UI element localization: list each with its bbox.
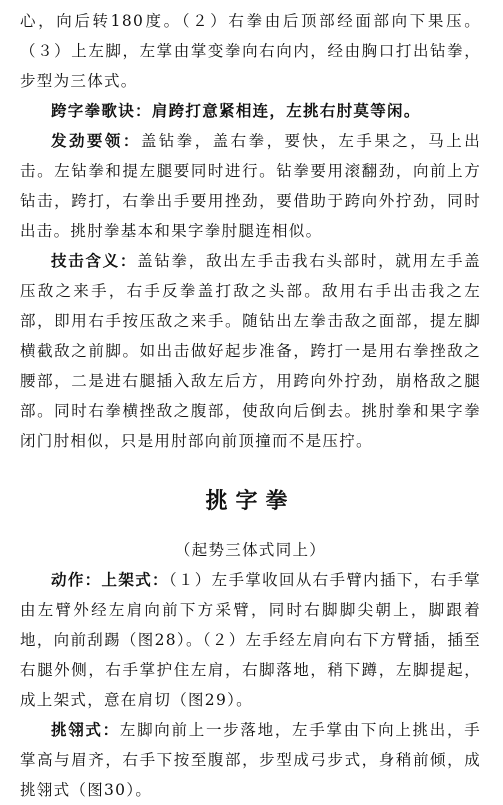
action-text: （１）左手掌收回从右手臂内插下，右手掌由左臂外经左肩向前下方采臂，同时右脚脚尖朝上，脚跟着地，向前刮踢（图28）。（２）左手经左肩向右下方臂插，插至右腿外侧，右手掌护住左肩，右脚落地，稍下蹲，左脚提起，成上架式，意在肩切（图29）。 <box>20 571 482 709</box>
essentials-text: 盖钻拳，盖右拳，要快，左手果之，马上出击。左钻拳和提左腿要同时进行。钻拳要用滚翻劲，向前上方钻击，跨打，右拳出手要用挫劲，要借助于跨向外拧劲，同时出击。挑肘拳基本和果字拳肘腿连相似。 <box>20 132 481 240</box>
essentials-label: 发劲要领： <box>51 131 141 150</box>
tiao-label: 挑翎式： <box>51 720 120 739</box>
verse-label: 跨字拳歌诀： <box>51 101 152 120</box>
meaning-text: 盖钻拳，敌出左手击我右头部时，就用左手盖压敌之来手，右手反拳盖打敌之头部。敌用右手出击我之左部，即用右手按压敌之来手。随钻出左拳击敌之面部，提左脚横截敌之前脚。如出击做好起步准备，跨打一是用右拳挫敌之腰部，二是进右腿插入敌左后方，用跨向外拧劲，崩格敌之腿部。同时右拳横挫敌之腹部，使敌向后倒去。挑肘拳和果字拳闭门肘相似，只是用肘部向前顶撞而不是压拧。 <box>20 252 481 450</box>
section-subtitle: （起势三体式同上） <box>174 541 327 559</box>
action-paragraph <box>20 565 481 715</box>
verse-paragraph <box>20 96 481 126</box>
meaning-label: 技击含义： <box>51 251 138 270</box>
intro-paragraph: 心，向后转180度。（２）右拳由后顶部经面部向下果压。（３）上左脚，左掌由掌变拳向右向内，经由胸口打出钻拳，步型为三体式。 <box>20 12 481 90</box>
tiao-paragraph <box>20 715 481 805</box>
meaning-paragraph <box>20 246 481 456</box>
section-title: 挑字拳 <box>205 489 296 514</box>
action-label: 动作：上架式： <box>51 570 169 589</box>
verse-text: 肩跨打意紧相连，左挑右肘莫等闲。 <box>151 101 421 120</box>
essentials-paragraph <box>20 126 481 246</box>
tiao-text: 左脚向前上一步落地，左手掌由下向上挑出，手掌高与眉齐，右手下按至腹部，步型成弓步式，身稍前倾，成挑翎式（图30）。 <box>20 721 481 799</box>
